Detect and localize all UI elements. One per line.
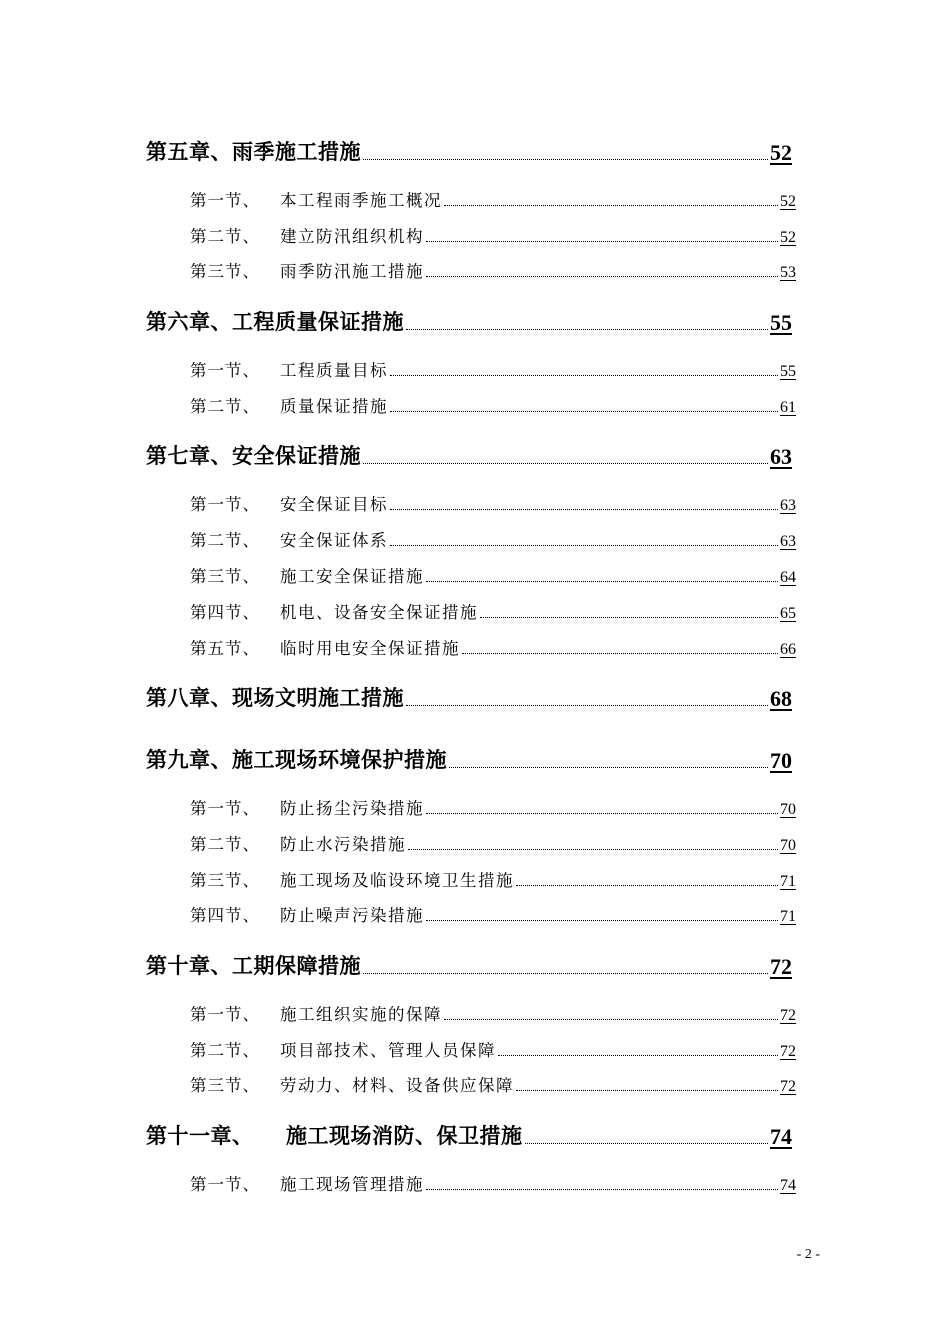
chapter-title: 第五章、雨季施工措施 (146, 139, 361, 164)
chapter-title: 第八章、现场文明施工措施 (146, 685, 404, 710)
toc-chapter-row[interactable] (146, 682, 792, 712)
dot-leader (363, 972, 768, 974)
dot-leader (426, 812, 778, 814)
dot-leader (408, 848, 778, 850)
toc-section-row[interactable] (190, 223, 796, 247)
toc-section-row[interactable] (190, 795, 796, 819)
dot-leader (516, 1089, 778, 1091)
chapter-page-number: 55 (770, 310, 792, 335)
chapter-title: 第十章、工期保障措施 (146, 953, 361, 978)
toc-section-row[interactable] (190, 187, 796, 211)
dot-leader (426, 1188, 778, 1190)
section-page-number: 72 (780, 1007, 796, 1024)
section-number: 第三节、 (190, 1076, 260, 1095)
chapter-page-number: 52 (770, 140, 792, 165)
toc-section-row[interactable] (190, 1072, 796, 1096)
dot-leader (449, 766, 768, 768)
section-title: 防止扬尘污染措施 (280, 799, 424, 818)
section-number: 第二节、 (190, 1041, 260, 1060)
section-title: 雨季防汛施工措施 (280, 262, 424, 281)
dot-leader (444, 1018, 778, 1020)
section-number: 第三节、 (190, 567, 260, 586)
section-title: 安全保证目标 (280, 495, 388, 514)
section-page-number: 53 (780, 264, 796, 281)
section-page-number: 64 (780, 569, 796, 586)
toc-chapter-row[interactable] (146, 1120, 792, 1150)
section-title: 临时用电安全保证措施 (280, 639, 460, 658)
toc-section-row[interactable] (190, 357, 796, 381)
section-number: 第四节、 (190, 906, 260, 925)
section-page-number: 61 (780, 399, 796, 416)
chapter-page-number: 68 (770, 686, 792, 711)
chapter-page-number: 70 (770, 748, 792, 773)
chapter-page-number: 63 (770, 444, 792, 469)
section-number: 第二节、 (190, 227, 260, 246)
toc-section-row[interactable] (190, 635, 796, 659)
dot-leader (406, 328, 768, 330)
section-number: 第二节、 (190, 397, 260, 416)
section-number: 第五节、 (190, 639, 260, 658)
section-page-number: 71 (780, 908, 796, 925)
chapter-title: 第九章、施工现场环境保护措施 (146, 747, 447, 772)
section-title: 本工程雨季施工概况 (280, 191, 442, 210)
section-page-number: 70 (780, 837, 796, 854)
section-number: 第一节、 (190, 1175, 260, 1194)
toc-section-row[interactable] (190, 1001, 796, 1025)
toc-chapter-row[interactable] (146, 440, 792, 470)
section-number: 第四节、 (190, 603, 260, 622)
section-page-number: 52 (780, 193, 796, 210)
dot-leader (390, 544, 778, 546)
dot-leader (363, 158, 768, 160)
section-title: 质量保证措施 (280, 397, 388, 416)
dot-leader (426, 240, 778, 242)
dot-leader (426, 919, 778, 921)
section-title: 机电、设备安全保证措施 (280, 603, 478, 622)
toc-section-row[interactable] (190, 1171, 796, 1195)
section-page-number: 63 (780, 533, 796, 550)
toc-chapter-row[interactable] (146, 744, 792, 774)
section-page-number: 74 (780, 1177, 796, 1194)
section-page-number: 72 (780, 1043, 796, 1060)
section-number: 第三节、 (190, 262, 260, 281)
toc-section-row[interactable] (190, 867, 796, 891)
dot-leader (426, 580, 778, 582)
section-page-number: 72 (780, 1078, 796, 1095)
toc-section-row[interactable] (190, 831, 796, 855)
chapter-page-number: 72 (770, 954, 792, 979)
section-number: 第一节、 (190, 1005, 260, 1024)
toc-chapter-row[interactable] (146, 950, 792, 980)
dot-leader (516, 884, 778, 886)
section-number: 第二节、 (190, 531, 260, 550)
dot-leader (462, 652, 778, 654)
section-title: 安全保证体系 (280, 531, 388, 550)
section-title: 防止噪声污染措施 (280, 906, 424, 925)
dot-leader (498, 1054, 778, 1056)
chapter-title: 第十一章、 施工现场消防、保卫措施 (146, 1123, 523, 1148)
dot-leader (406, 704, 768, 706)
section-page-number: 65 (780, 605, 796, 622)
dot-leader (525, 1142, 769, 1144)
chapter-title: 第六章、工程质量保证措施 (146, 309, 404, 334)
toc-chapter-row[interactable] (146, 136, 792, 166)
dot-leader (480, 616, 778, 618)
section-title: 施工现场管理措施 (280, 1175, 424, 1194)
toc-section-row[interactable] (190, 1037, 796, 1061)
section-title: 施工安全保证措施 (280, 567, 424, 586)
section-title: 防止水污染措施 (280, 835, 406, 854)
section-number: 第一节、 (190, 799, 260, 818)
section-number: 第一节、 (190, 191, 260, 210)
section-page-number: 70 (780, 801, 796, 818)
section-number: 第一节、 (190, 495, 260, 514)
dot-leader (363, 462, 768, 464)
toc-section-row[interactable] (190, 393, 796, 417)
section-page-number: 52 (780, 229, 796, 246)
section-title: 工程质量目标 (280, 361, 388, 380)
section-page-number: 66 (780, 641, 796, 658)
dot-leader (390, 410, 778, 412)
dot-leader (444, 204, 778, 206)
toc-section-row[interactable] (190, 491, 796, 515)
section-number: 第三节、 (190, 871, 260, 890)
section-title: 施工现场及临设环境卫生措施 (280, 871, 514, 890)
dot-leader (390, 374, 778, 376)
section-title: 项目部技术、管理人员保障 (280, 1041, 496, 1060)
section-title: 施工组织实施的保障 (280, 1005, 442, 1024)
section-number: 第一节、 (190, 361, 260, 380)
section-page-number: 63 (780, 497, 796, 514)
section-number: 第二节、 (190, 835, 260, 854)
toc-section-row[interactable] (190, 563, 796, 587)
chapter-title: 第七章、安全保证措施 (146, 443, 361, 468)
toc-section-row[interactable] (190, 527, 796, 551)
toc-section-row[interactable] (190, 902, 796, 926)
section-title: 建立防汛组织机构 (280, 227, 424, 246)
chapter-page-number: 74 (770, 1124, 792, 1149)
toc-section-row[interactable] (190, 258, 796, 282)
dot-leader (390, 508, 778, 510)
toc-section-row[interactable] (190, 599, 796, 623)
section-page-number: 55 (780, 363, 796, 380)
toc-chapter-row[interactable] (146, 306, 792, 336)
dot-leader (426, 275, 778, 277)
page-number-footer: - 2 - (796, 1247, 820, 1262)
section-page-number: 71 (780, 873, 796, 890)
section-title: 劳动力、材料、设备供应保障 (280, 1076, 514, 1095)
